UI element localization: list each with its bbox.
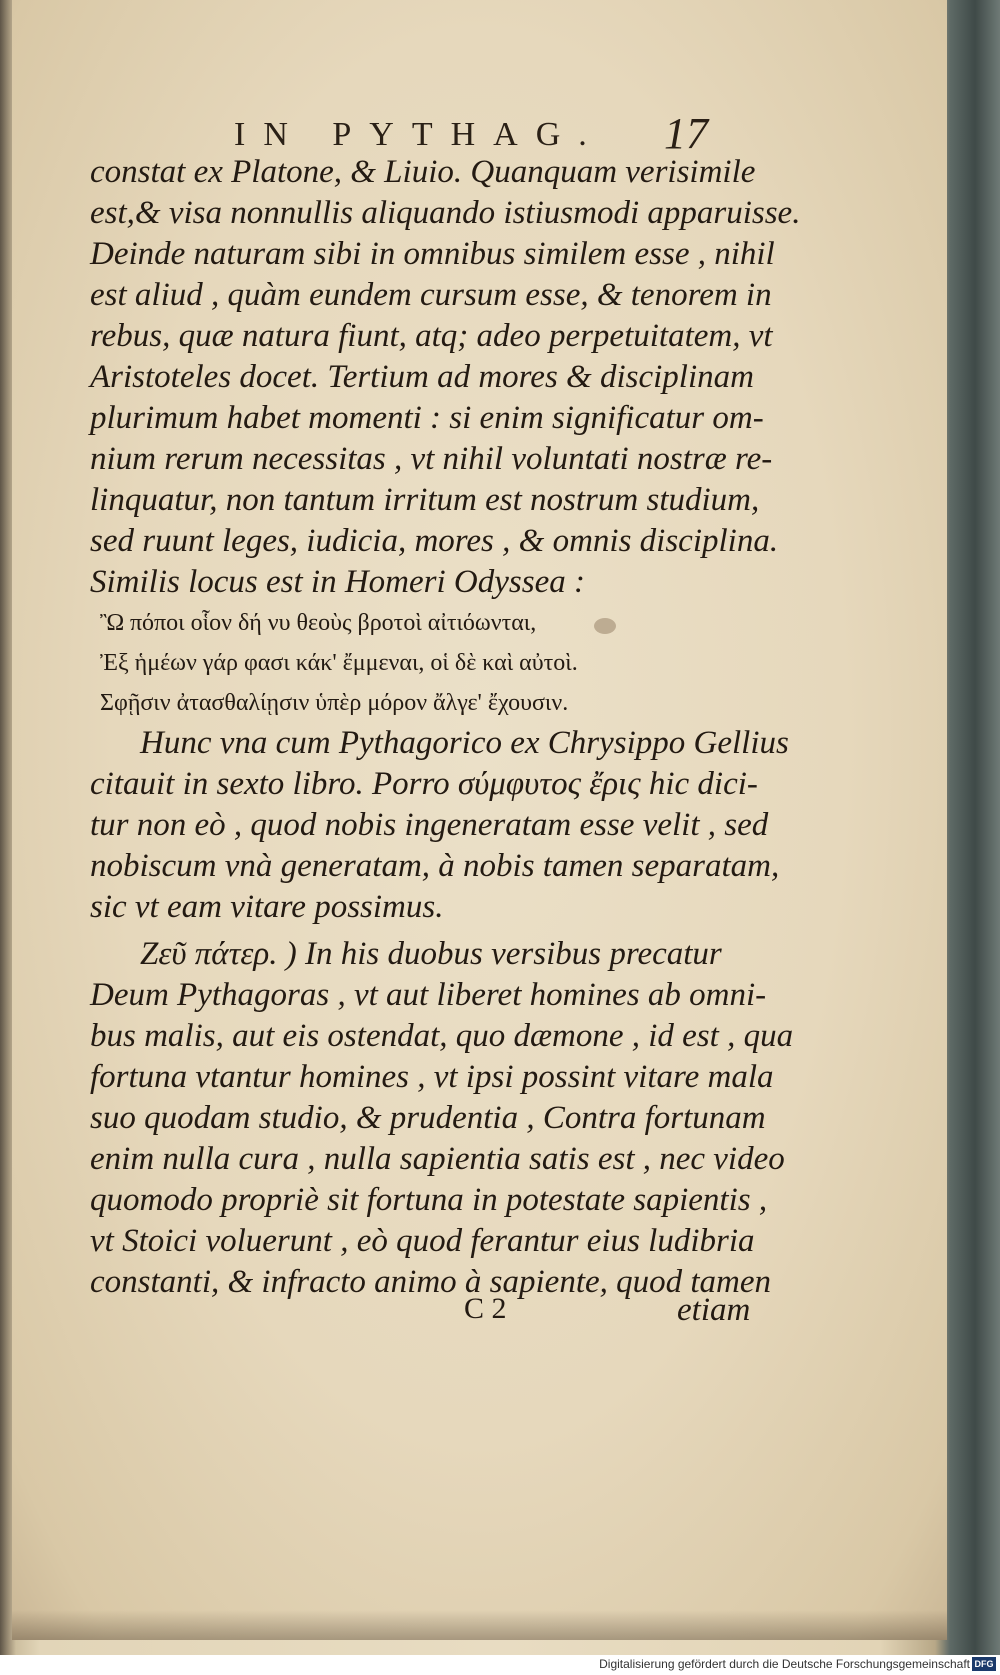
text-line: constat ex Platone, & Liuio. Quanquam verisimile [90,154,756,190]
text-line: Hunc vna cum Pythagorico ex Chrysippo Gellius [140,725,789,761]
text-line: enim nulla cura , nulla sapientia satis est , nec video [90,1141,785,1177]
catchword: etiam [677,1292,751,1328]
text-line: sed ruunt leges, iudicia, mores , & omnis disciplina. [90,523,779,559]
text-line: tur non eò , quod nobis ingeneratam esse velit , sed [90,807,769,843]
text-line: sic vt eam vitare possimus. [90,889,444,925]
text-line: linquatur, non tantum irritum est nostrum studium, [90,482,760,518]
text-line: rebus, quæ natura fiunt, atq; adeo perpetuitatem, vt [90,318,773,354]
text-line: plurimum habet momenti : si enim significatur om- [90,400,764,436]
digitization-notice: Digitalisierung gefördert durch die Deutsche Forschungsgemeinschaft [599,1657,970,1671]
text-line: est aliud , quàm eundem cursum esse, & tenorem in [90,277,772,313]
greek-verse-line: Σφῇσιν ἀτασθαλίῃσιν ὑπὲρ μόρον ἄλγε' ἔχουσιν. [100,690,569,716]
running-head: IN PYTHAG. [234,116,605,153]
text-line: Deinde naturam sibi in omnibus similem esse , nihil [90,236,775,272]
page-number: 17 [664,109,708,158]
greek-verse-line: Ἐξ ἡμέων γάρ φασι κάκ' ἔμμεναι, οἱ δὲ καὶ αὐτοὶ. [100,650,578,676]
text-line: Similis locus est in Homeri Odyssea : [90,564,585,600]
text-line: Aristoteles docet. Tertium ad mores & disciplinam [90,359,754,395]
text-line: bus malis, aut eis ostendat, quo dæmone , id est , qua [90,1018,794,1054]
text-line: constanti, & infracto animo à sapiente, quod tamen [90,1264,772,1300]
dfg-logo: DFG [972,1657,996,1671]
page-footer [12,1292,947,1342]
digitization-footer [0,1655,1000,1675]
text-line: suo quodam studio, & prudentia , Contra fortunam [90,1100,766,1136]
text-line: nium rerum necessitas , vt nihil voluntati nostræ re- [90,441,773,477]
text-line: Deum Pythagoras , vt aut liberet homines ab omni- [90,977,767,1013]
text-line: Ζεῦ πάτερ. ) In his duobus versibus precatur [140,936,722,972]
signature-mark: C 2 [464,1292,507,1325]
page-edge-shadow [12,1610,947,1640]
page-header [12,108,947,158]
body-text [90,152,801,1303]
text-line: est,& visa nonnullis aliquando istiusmodi apparuisse. [90,195,801,231]
greek-verse-line: Ὢ πόποι οἷον δή νυ θεοὺς βροτοὶ αἰτιόωνται, [100,610,537,636]
text-line: nobiscum vnà generatam, à nobis tamen separatam, [90,848,780,884]
book-page [12,0,947,1640]
text-line: fortuna vtantur homines , vt ipsi possint vitare mala [90,1059,774,1095]
text-line: citauit in sexto libro. Porro σύμφυτος ἔρις hic dici- [90,766,758,802]
text-line: vt Stoici voluerunt , eò quod ferantur eius ludibria [90,1223,755,1259]
text-line: quomodo propriè sit fortuna in potestate sapientis , [90,1182,768,1218]
